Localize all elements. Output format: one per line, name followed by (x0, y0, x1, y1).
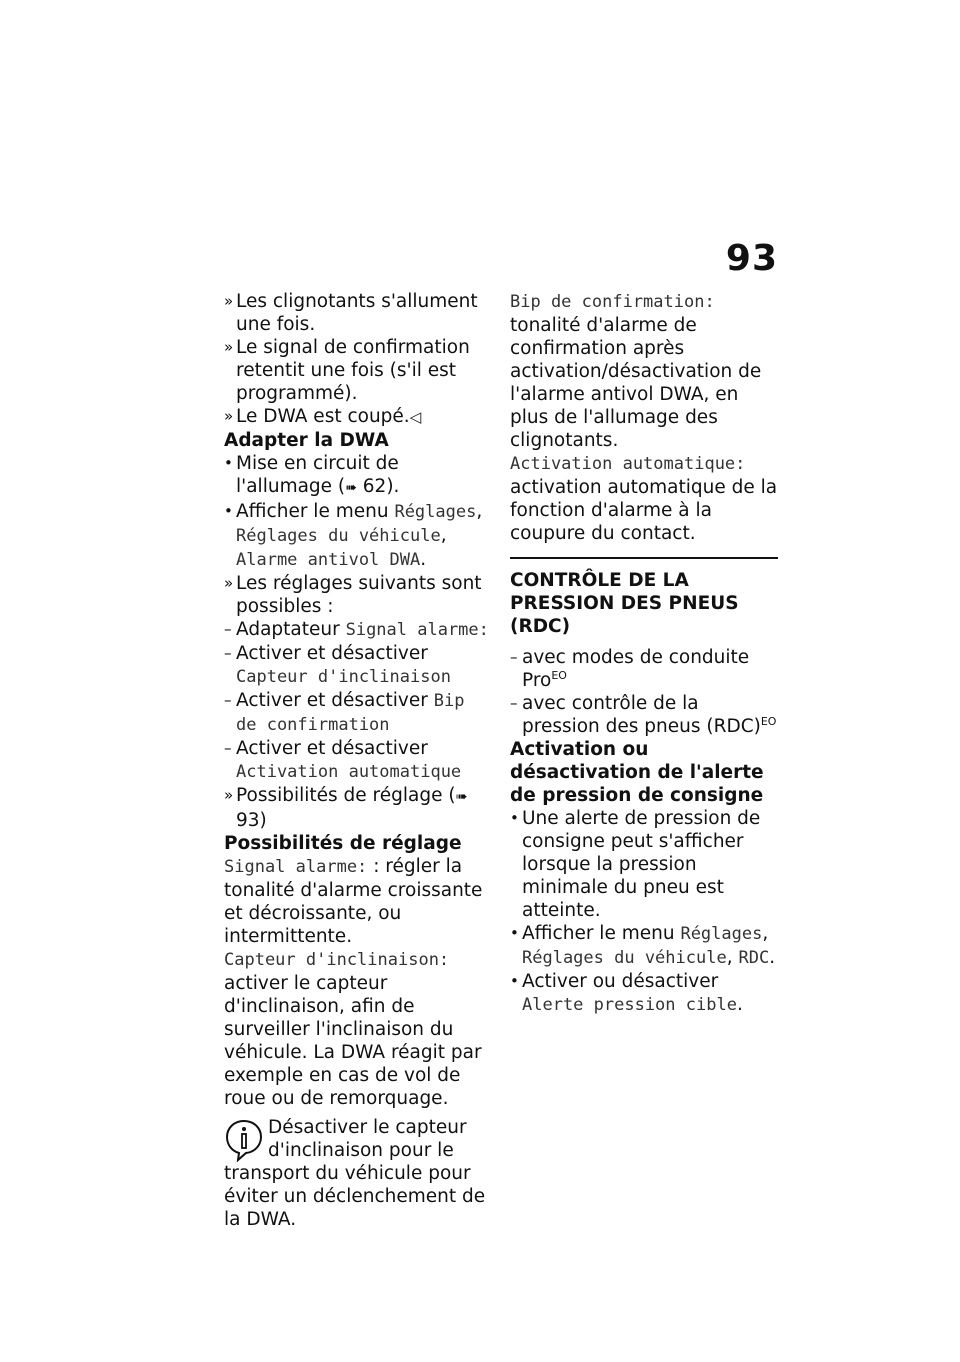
bullet-icon: • (510, 809, 519, 827)
list-item: – Activer et désactiver Bip de confirmation (224, 690, 465, 735)
dash-icon: – (510, 648, 518, 666)
eo-badge: EO (551, 668, 567, 682)
paragraph: Activation automatique: activation automatique de la fonction d'alarme à la coupure du contact. (510, 454, 778, 544)
list-item: » Le DWA est coupé.◁ (224, 406, 422, 427)
chevron-icon: » (224, 338, 234, 356)
info-icon (224, 1118, 264, 1162)
dash-icon: – (224, 691, 232, 709)
dash-icon: – (224, 739, 232, 757)
list-item: » Le signal de confirmation retentit une fois (s'il est programmé). (224, 337, 470, 404)
reference-arrow-icon: ➠ (345, 480, 357, 496)
dash-icon: – (224, 644, 232, 662)
left-column (224, 290, 492, 1231)
paragraph: Capteur d'inclinaison: activer le capteur d'inclinaison, afin de surveiller l'inclinaison du véhicule. La DWA réagit par exemple en cas de vol de roue ou de remorquage. (224, 950, 482, 1109)
paragraph: Bip de confirmation: tonalité d'alarme de confirmation après activation/désactivation de l'alarme antivol DWA, en plus de l'allumage des clignotants. (510, 292, 762, 451)
bullet-icon: • (510, 972, 519, 990)
heading-adapt: Adapter la DWA (224, 430, 389, 451)
menu-path: RDC (738, 948, 770, 968)
chevron-icon: » (224, 786, 234, 804)
chevron-icon: » (224, 407, 234, 425)
bullet-icon: • (224, 454, 233, 472)
section-divider (510, 557, 778, 559)
list-item: » Les clignotants s'allument une fois. (224, 291, 478, 335)
paragraph: Signal alarme: : régler la tonalité d'alarme croissante et décroissante, ou intermittente. (224, 856, 483, 947)
list-item: • Afficher le menu Réglages, Réglages du véhicule, Alarme antivol DWA. (224, 501, 483, 570)
heading-possibilities: Possibilités de réglage (224, 833, 462, 854)
menu-path: Réglages (680, 924, 763, 944)
note: Désactiver le capteur d'inclinaison pour le transport du véhicule pour éviter un déclenchement de la DWA. (224, 1117, 486, 1230)
list-item: – Activer et désactiver Activation automatique (224, 738, 462, 782)
section-title: CONTRÔLE DE LA PRESSION DES PNEUS (RDC) (510, 570, 739, 637)
eo-badge: EO (760, 714, 777, 728)
chevron-icon: » (224, 574, 234, 592)
bullet-icon: • (224, 502, 233, 520)
end-mark-icon: ◁ (409, 408, 422, 426)
list-item: • Une alerte de pression de consigne peut s'afficher lorsque la pression minimale du pneu est atteinte. (510, 808, 761, 921)
dash-icon: – (224, 620, 232, 638)
menu-path: Réglages du véhicule (522, 948, 727, 968)
list-item: • Mise en circuit de l'allumage (➠ 62). (224, 453, 400, 497)
list-item: – Adaptateur Signal alarme: (224, 619, 489, 640)
list-item: • Activer ou désactiver Alerte pression cible. (510, 971, 743, 1015)
page-reference[interactable]: 93 (236, 810, 260, 831)
list-item: – Activer et désactiver Capteur d'inclinaison (224, 643, 451, 687)
menu-path: Réglages (394, 502, 477, 522)
list-item: • Afficher le menu Réglages, Réglages du véhicule, RDC. (510, 923, 776, 968)
list-item: » Les réglages suivants sont possibles : (224, 573, 482, 617)
chevron-icon: » (224, 292, 234, 310)
menu-path: Réglages du véhicule (236, 526, 441, 546)
reference-arrow-icon: ➠ (455, 789, 468, 805)
right-column (510, 290, 778, 1017)
bullet-icon: • (510, 924, 519, 942)
subheading: Activation ou désactivation de l'alerte de pression de consigne (510, 739, 764, 806)
list-item: » Possibilités de réglage (➠ 93) (224, 785, 468, 831)
page-reference[interactable]: 62 (362, 476, 387, 497)
page-number: 93 (725, 238, 778, 279)
dash-icon: – (510, 694, 518, 712)
menu-path: Alarme antivol DWA (236, 550, 421, 570)
list-item: – avec modes de conduite Pro$^{EO}$ (510, 647, 750, 691)
list-item: – avec contrôle de la pression des pneus (RDC)$^{EO}$ (510, 693, 777, 737)
